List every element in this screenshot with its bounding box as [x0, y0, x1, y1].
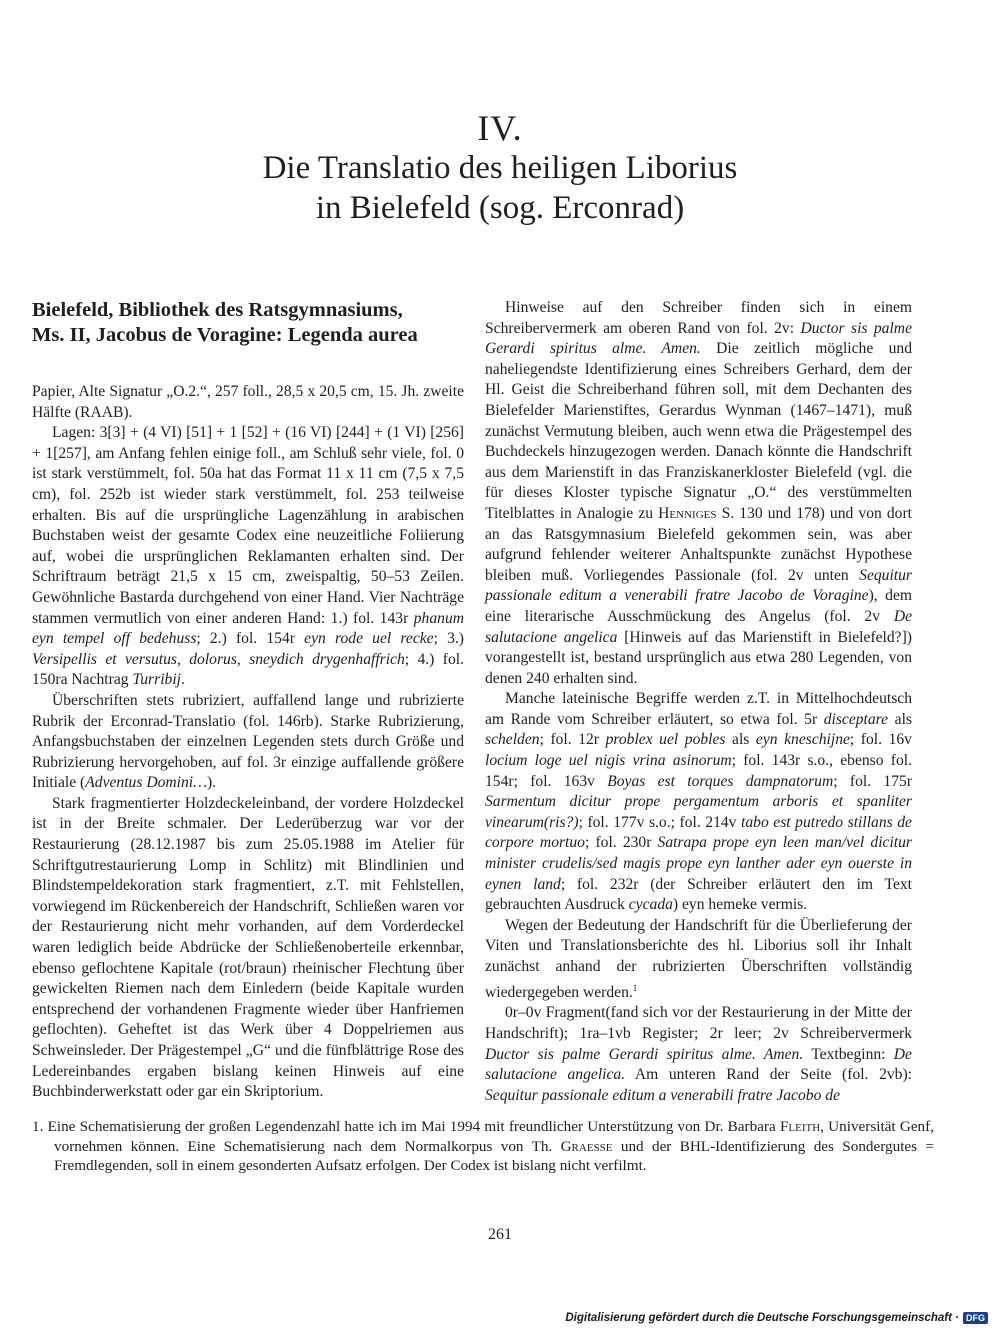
page-number: 261 [488, 1226, 512, 1243]
chapter-title-line-1: Die Translatio des heiligen Liborius [262, 150, 738, 186]
footnote: 1. Eine Schematisierung der großen Legendenzahl hatte ich im Mai 1994 mit freundlicher Unterstützung von Dr. Barbara Fleith, Universität Genf, vornehmen können. Eine Schematisierung nach dem Normalkorpus von Th. Graesse und der BHL-Identifizierung des Sondergutes = Fremdlegenden, soll in einem gesonderten Aufsatz erfolgen. Der Codex ist bislang nicht verfilmt. [32, 1118, 935, 1174]
chapter-number: IV. [477, 108, 523, 148]
paragraph-physical-description: Papier, Alte Signatur „O.2.“, 257 foll., 28,5 x 20,5 cm, 15. Jh. zweite Hälfte (RAAB). [32, 383, 464, 421]
section-title [32, 298, 464, 348]
chapter-title-line-2: in Bielefeld (sog. Erconrad) [315, 190, 685, 226]
paragraph-glosses: Manche lateinische Begriffe werden z.T. in Mittelhochdeutsch am Rande vom Schreiber erläutert, so etwa fol. 5r disceptare als schelden; fol. 12r problex uel pobles als eyn kneschijne; fol. 16v locium loge uel nigis vrina asinorum; fol. 143r s.o., ebenso fol. 154r; fol. 163v Boyas est torques dampnatorum; fol. 175r Sarmentum dicitur prope pergamentum arboris et spanliter vinearum(ris?); fol. 177v s.o.; fol. 214v tabo est putredo stillans de corpore mortuo; fol. 230r Satrapa prope eyn leen man/vel dicitur minister crudelis/sed magis prope eyn lanther ader eyn ouerste in eynen land; fol. 232r (der Schreiber erläutert den im Text gebrauchten Ausdruck cycada) eyn hemeke vermis. [485, 690, 912, 914]
paragraph-contents: 0r–0v Fragment(fand sich vor der Restaurierung in der Mitte der Handschrift); 1ra–1vb Register; 2r leer; 2v Schreibervermerk Ductor sis palme Gerardi spiritus alme. Amen. Textbeginn: De salutacione angelica. Am unteren Rand der Seite (fol. 2vb): Sequitur passionale editum a venerabili fratre Jacobo de [485, 1004, 912, 1104]
left-column [32, 298, 464, 1103]
digitization-footer [565, 1312, 988, 1324]
paragraph-importance: Wegen der Bedeutung der Handschrift für die Überlieferung der Viten und Translationsberichte des hl. Liborius soll ihr Inhalt zunächst anhand der rubrizierten Überschriften vollständig wiedergegeben werden.$^1$ [485, 916, 912, 1001]
footer-text: Digitalisierung gefördert durch die Deutsche Forschungsgemeinschaft · [565, 1312, 959, 1324]
dfg-logo-icon: DFG [963, 1312, 988, 1324]
section-title-line-1: Bielefeld, Bibliothek des Ratsgymnasiums, [32, 299, 403, 321]
chapter-title [160, 148, 840, 228]
right-column [485, 298, 912, 1106]
paragraph-rubrication: Überschriften stets rubriziert, auffallend lange und rubrizierte Rubrik der Erconrad-Translatio (fol. 146rb). Starke Rubrizierung, Anfangsbuchstaben der einzelnen Legenden stets durch Größe und Rubrizierung hervorgehoben, auf fol. 3r einzige auffallende größere Initiale (Adventus Domini…). [32, 691, 464, 792]
section-title-line-2: Ms. II, Jacobus de Voragine: Legenda aurea [32, 324, 418, 346]
paragraph-binding: Stark fragmentierter Holzdeckeleinband, der vordere Holzdeckel ist in der Breite schmaler. Der Lederüberzug war vor der Restaurierung (28.12.1987 bis zum 25.05.1988 im Atelier für Schriftgutrestaurierung Lomp in Schlitz) mit Blindlinien und Blindstempeldekoration stark fragmentiert, z.T. mit Fehlstellen, vorwiegend im Rückenbereich der Handschrift, Schließen waren vor der Restaurierung nicht mehr vorhanden, auf dem Vorderdeckel waren lediglich beide Abdrücke der Schließenoberteile erkennbar, ebenso geflochtene Kapitale (rot/braun) rheinischer Flechtung über gewickelten Riemen nach dem Einledern (beide Kapitale wurden entsprechend der vorhandenen Fragmente wieder über Hanfriemen geflochten). Geheftet ist das Werk über 4 Doppelriemen aus Schweinsleder. Der Prägestempel „G“ und die fünfblättrige Rose des Ledereinbandes ergaben bislang keinen Hinweis auf eine Buchbinderwerkstatt oder gar ein Skriptorium. [32, 794, 464, 1101]
paragraph-scribe: Hinweise auf den Schreiber finden sich in einem Schreibervermerk am oberen Rand von fol. 2v: Ductor sis palme Gerardi spiritus alme. Amen. Die zeitlich mögliche und naheliegendste Identifizierung eines Schreibers Gerhard, dem der Hl. Geist die Schreiberhand führen soll, mit dem Dechanten des Bielefelder Marienstiftes, Gerardus Wynman (1467–1471), muß zunächst Vermutung bleiben, auch wenn etwa die Prägestempel des Buchdeckels hinzugezogen werden. Danach könnte die Handschrift aus dem Marienstift in das Franziskanerkloster Bielefeld (vgl. die für dieses Kloster typische Signatur „O.“ des verstümmelten Titelblattes in Analogie zu Henniges S. 130 und 178) und von dort an das Ratsgymnasium Bielefeld gekommen sein, was aber aufgrund fehlender weiterer Anhaltspunkte zunächst Hypothese bleiben muß. Vorliegendes Passionale (fol. 2v unten Sequitur passionale editum a venerabili fratre Jacobo de Voragine), dem eine literarische Ausschmückung des Angelus (fol. 2v De salutacione angelica [Hinweis auf das Marienstift in Bielefeld?]) vorangestellt ist, bestand ursprünglich aus etwa 280 Legenden, von denen 240 erhalten sind. [485, 299, 913, 687]
paragraph-gatherings: Lagen: 3[3] + (4 VI) [51] + 1 [52] + (16 VI) [244] + (1 VI) [256] + 1[257], am Anfang fehlen einige foll., am Schluß sehr viele, fol. 0 ist stark verstümmelt, fol. 50a hat das Format 11 x 11 cm (7,5 x 7,5 cm), fol. 252b ist wieder stark verstümmelt, fol. 253 teilweise erhalten. Bis auf die ursprüngliche Lagenzählung in arabischen Buchstaben weist der gesamte Codex eine neuzeitliche Foliierung auf, wobei die ursprünglichen Reklamanten erhalten sind. Der Schriftraum beträgt 21,5 x 15 cm, zweispaltig, 50–53 Zeilen. Gewöhnliche Bastarda durchgehend von einer Hand. Vier Nachträge stammen vermutlich von einer anderen Hand: 1.) fol. 143r phanum eyn tempel off bedehuss; 2.) fol. 154r eyn rode uel recke; 3.) Versipellis et versutus, dolorus, sneydich drygenhaffrich; 4.) fol. 150ra Nachtrag Turribij. [32, 424, 464, 689]
footnote-ref[interactable]: 1 [632, 982, 638, 993]
